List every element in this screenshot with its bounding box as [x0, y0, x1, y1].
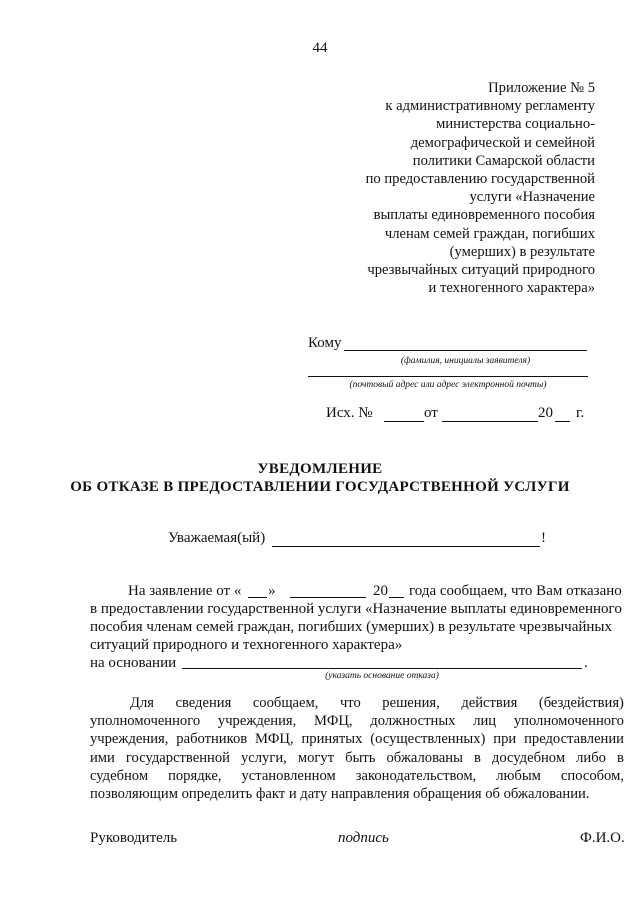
basis-fill-line [182, 668, 582, 669]
appendix-line: и техногенного характера» [428, 280, 595, 297]
appendix-line: по предоставлению государственной [365, 171, 595, 188]
signature-head: Руководитель [90, 830, 178, 846]
out-number-label: Исх. № [326, 405, 373, 421]
appendix-line: членам семей граждан, погибших [384, 225, 595, 242]
appeal-line: позволяющим определить факт и дату направления обращения об обжаловании. [90, 786, 590, 803]
name-fill-line [344, 350, 587, 351]
appendix-line: чрезвычайных ситуаций природного [367, 262, 595, 279]
basis-hint: (указать основание отказа) [325, 671, 439, 681]
basis-end: . [584, 655, 588, 671]
signature-fio: Ф.И.О. [580, 830, 625, 846]
body-year-fill-line [389, 597, 404, 598]
year-fill-line [555, 421, 570, 422]
day-fill-line [248, 597, 267, 598]
appendix-header [265, 79, 595, 297]
body-line: пособия членам семей граждан, погибших (умерших) в результате чрезвычайных [90, 619, 612, 635]
greeting-label: Уважаемая(ый) [168, 530, 266, 546]
appendix-line: политики Самарской области [412, 152, 595, 169]
appeal-line: уполномоченного учреждения, МФЦ, должностных лиц уполномоченного [90, 713, 624, 730]
appendix-line: услуги «Назначение [469, 189, 595, 206]
appendix-line: выплаты единовременного пособия [373, 207, 595, 224]
appendix-line: Приложение № 5 [488, 80, 595, 96]
to-label: Кому [308, 335, 342, 351]
body-line1-start: На заявление от « [128, 583, 242, 599]
appendix-line: к административному регламенту [385, 98, 595, 115]
signature-sign: подпись [338, 830, 389, 846]
body-line1-mid: » [268, 583, 276, 599]
appendix-line: (умерших) в результате [449, 243, 595, 260]
address-hint: (почтовый адрес или адрес электронной почты) [349, 380, 547, 390]
year-suffix: г. [576, 405, 585, 421]
appeal-line: ими государственной услуги, могут быть обжалованы в досудебном либо в [90, 749, 624, 766]
document-title: УВЕДОМЛЕНИЕ [257, 461, 383, 477]
body-line1-end: года сообщаем, что Вам отказано [409, 583, 622, 599]
document-subtitle: ОБ ОТКАЗЕ В ПРЕДОСТАВЛЕНИИ ГОСУДАРСТВЕННОЙ УСЛУГИ [70, 479, 570, 495]
greeting-end: ! [541, 530, 546, 546]
basis-label: на основании [90, 655, 177, 671]
address-fill-line [308, 376, 588, 377]
page-number: 44 [312, 40, 328, 56]
appendix-line: министерства социально- [436, 116, 595, 133]
body-line: в предоставлении государственной услуги «Назначение выплаты единовременного [90, 601, 622, 617]
date-fill-line [442, 421, 538, 422]
body-line: ситуаций природного и техногенного характера» [90, 637, 403, 653]
name-hint: (фамилия, инициалы заявителя) [400, 356, 531, 366]
appeal-paragraph [90, 694, 624, 803]
appeal-line: Для сведения сообщаем, что решения, действия (бездействия) [130, 695, 624, 711]
out-number-fill-line [384, 421, 424, 422]
appeal-line: судебном порядке, установленном законодательством, любым способом, [90, 767, 624, 784]
month-fill-line [290, 597, 366, 598]
greeting-fill-line [272, 546, 540, 547]
appeal-line: учреждения, работников МФЦ, принятых (осуществленных) при предоставлении [90, 731, 624, 748]
body-line1-year: 20 [373, 583, 388, 599]
year-prefix: 20 [538, 405, 553, 421]
from-label: от [424, 405, 438, 421]
appendix-line: демографической и семейной [410, 134, 595, 151]
